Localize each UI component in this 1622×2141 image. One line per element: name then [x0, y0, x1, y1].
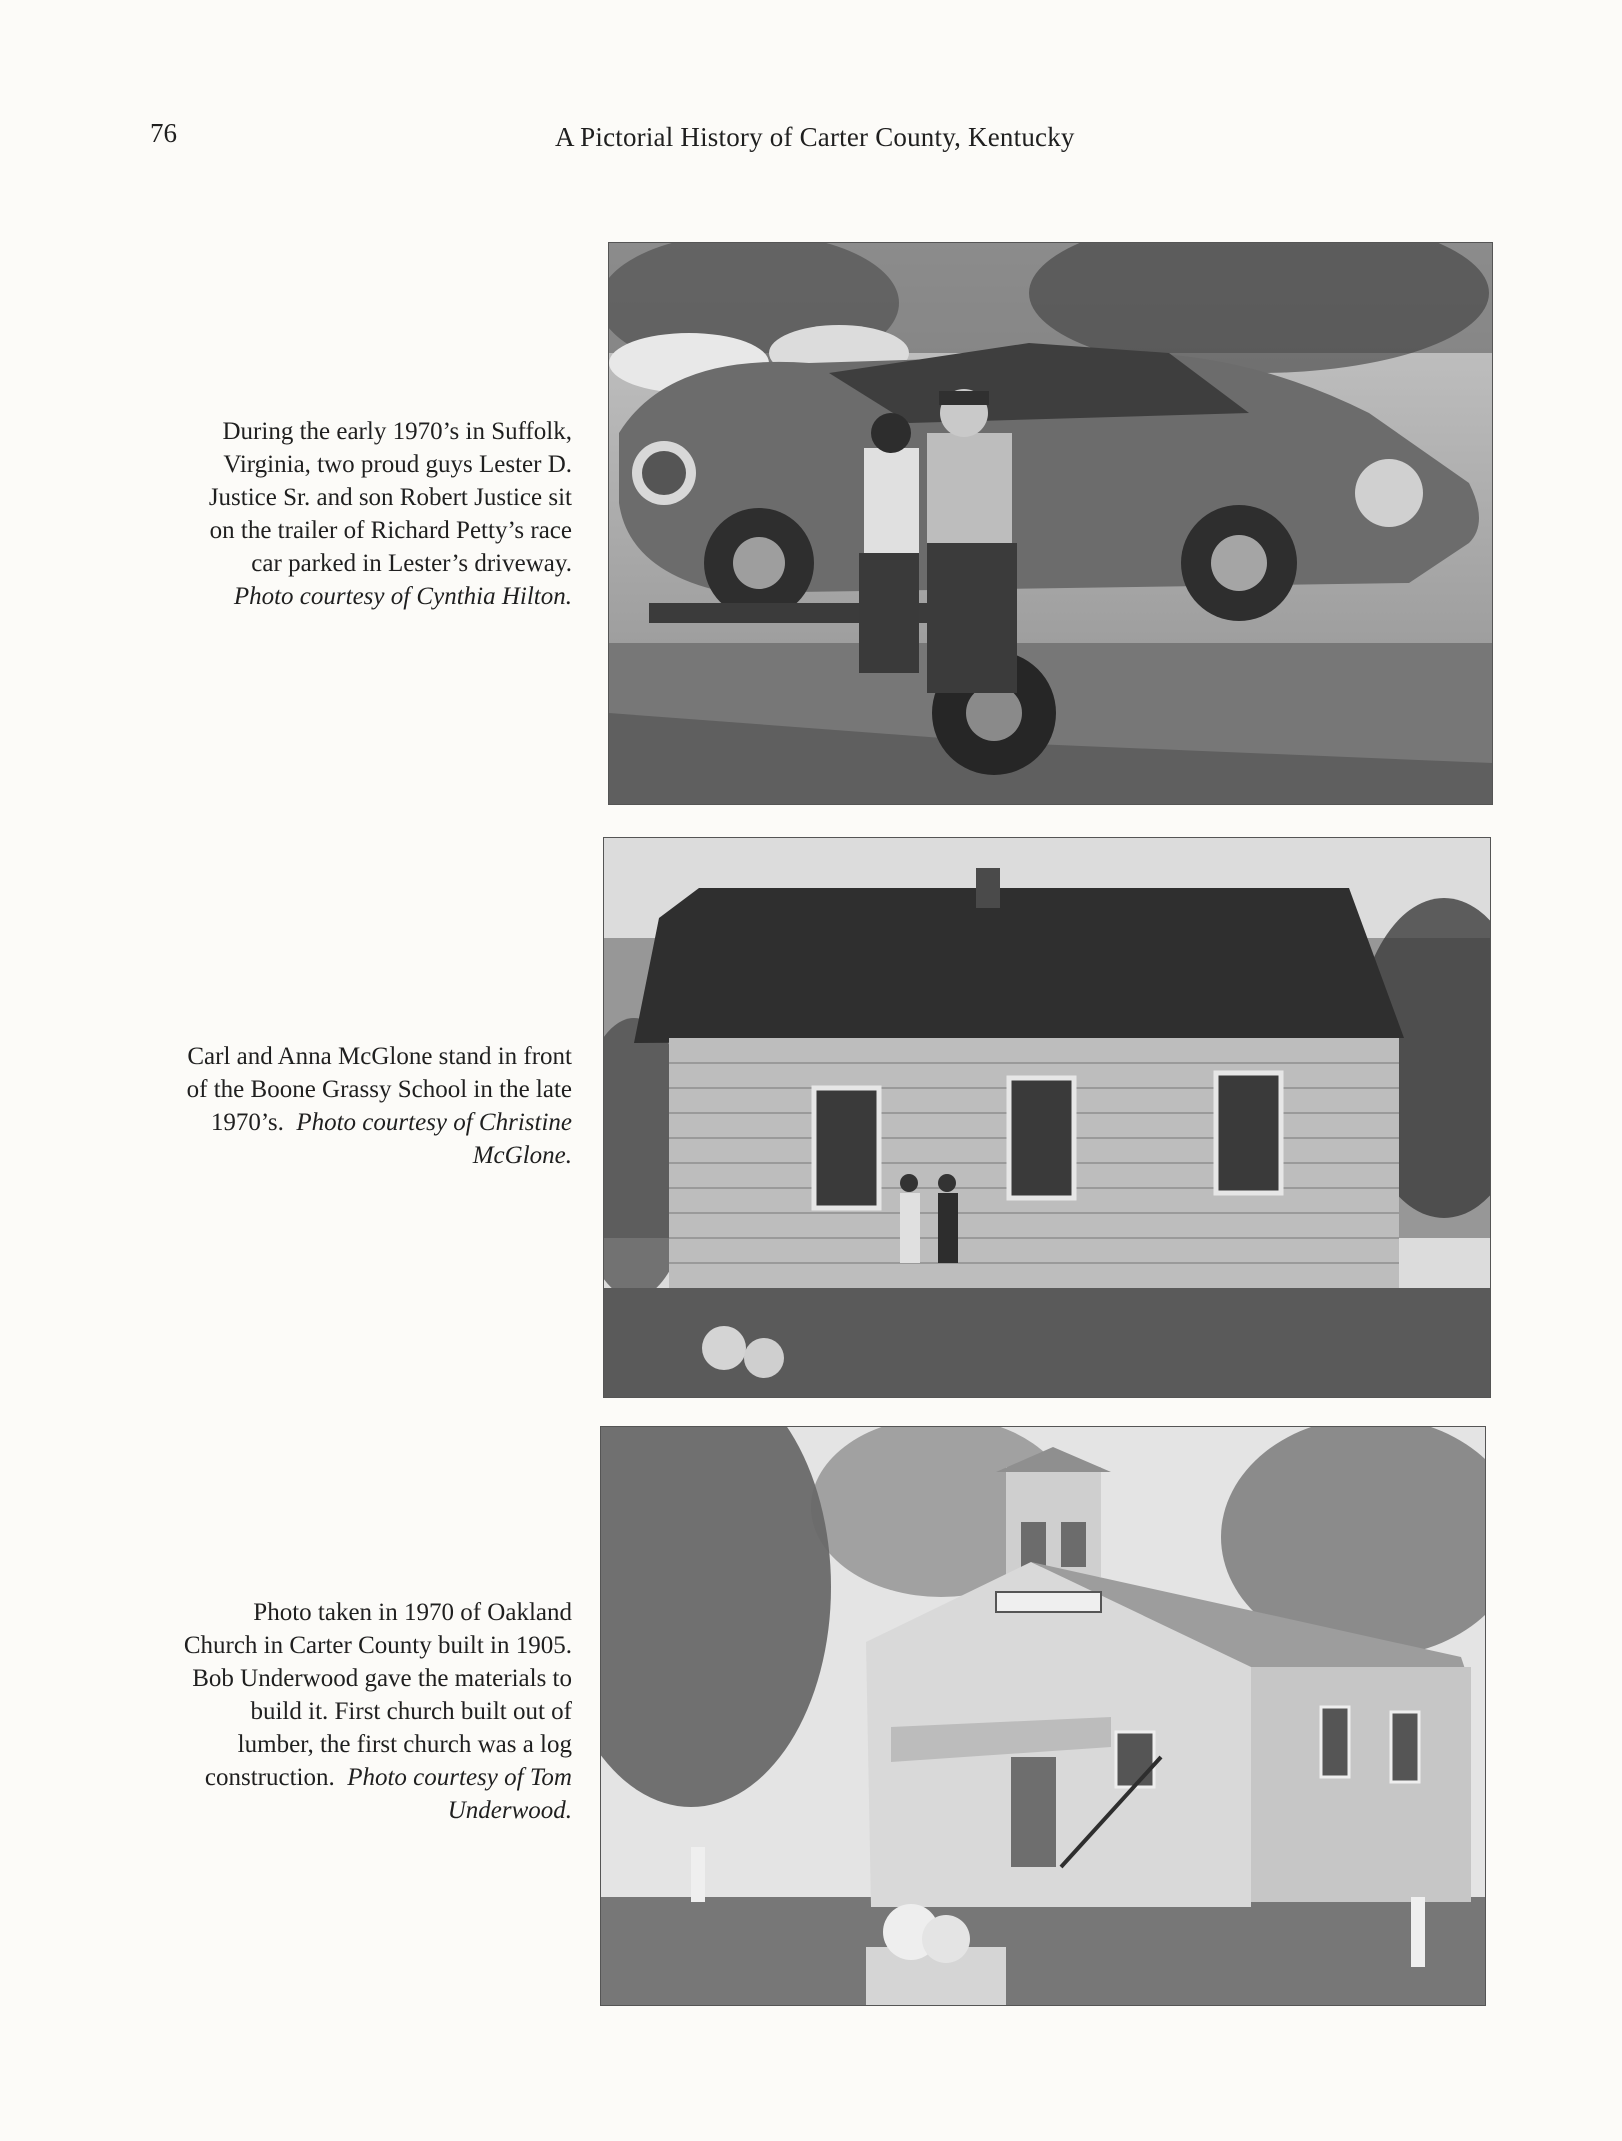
- caption-line: build it. First church built out of: [250, 1698, 572, 1725]
- caption-line: car parked in Lester’s driveway.: [251, 550, 572, 577]
- caption-line: Virginia, two proud guys Lester D.: [223, 451, 572, 478]
- caption-line: 1970’s.: [210, 1109, 284, 1136]
- caption-line: construction.: [204, 1764, 335, 1791]
- photo-credit: McGlone.: [472, 1142, 572, 1169]
- caption-line: of the Boone Grassy School in the late: [186, 1076, 572, 1103]
- page-number: 76: [150, 118, 177, 148]
- caption-line: During the early 1970’s in Suffolk,: [222, 418, 572, 445]
- photo-credit: Photo courtesy of Cynthia Hilton.: [233, 583, 572, 610]
- caption-school: [132, 1040, 572, 1172]
- caption-line: on the trailer of Richard Petty’s race: [209, 517, 572, 544]
- caption-line: Bob Underwood gave the materials to: [192, 1665, 572, 1692]
- caption-line: Photo taken in 1970 of Oakland: [253, 1599, 572, 1626]
- photo-credit: Photo courtesy of Christine: [296, 1109, 572, 1136]
- caption-church: [132, 1596, 572, 1827]
- caption-line: lumber, the first church was a log: [237, 1731, 572, 1758]
- photo-credit: Photo courtesy of Tom: [347, 1764, 572, 1791]
- photo-credit: Underwood.: [447, 1797, 572, 1824]
- school-photo: [604, 838, 1490, 1397]
- church-photo: [601, 1427, 1485, 2005]
- caption-line: Church in Carter County built in 1905.: [183, 1632, 572, 1659]
- caption-race-car: [132, 415, 572, 613]
- caption-line: Justice Sr. and son Robert Justice sit: [208, 484, 572, 511]
- race-car-photo: [609, 243, 1492, 804]
- running-head: A Pictorial History of Carter County, Kentucky: [555, 122, 1075, 152]
- caption-line: Carl and Anna McGlone stand in front: [187, 1043, 572, 1070]
